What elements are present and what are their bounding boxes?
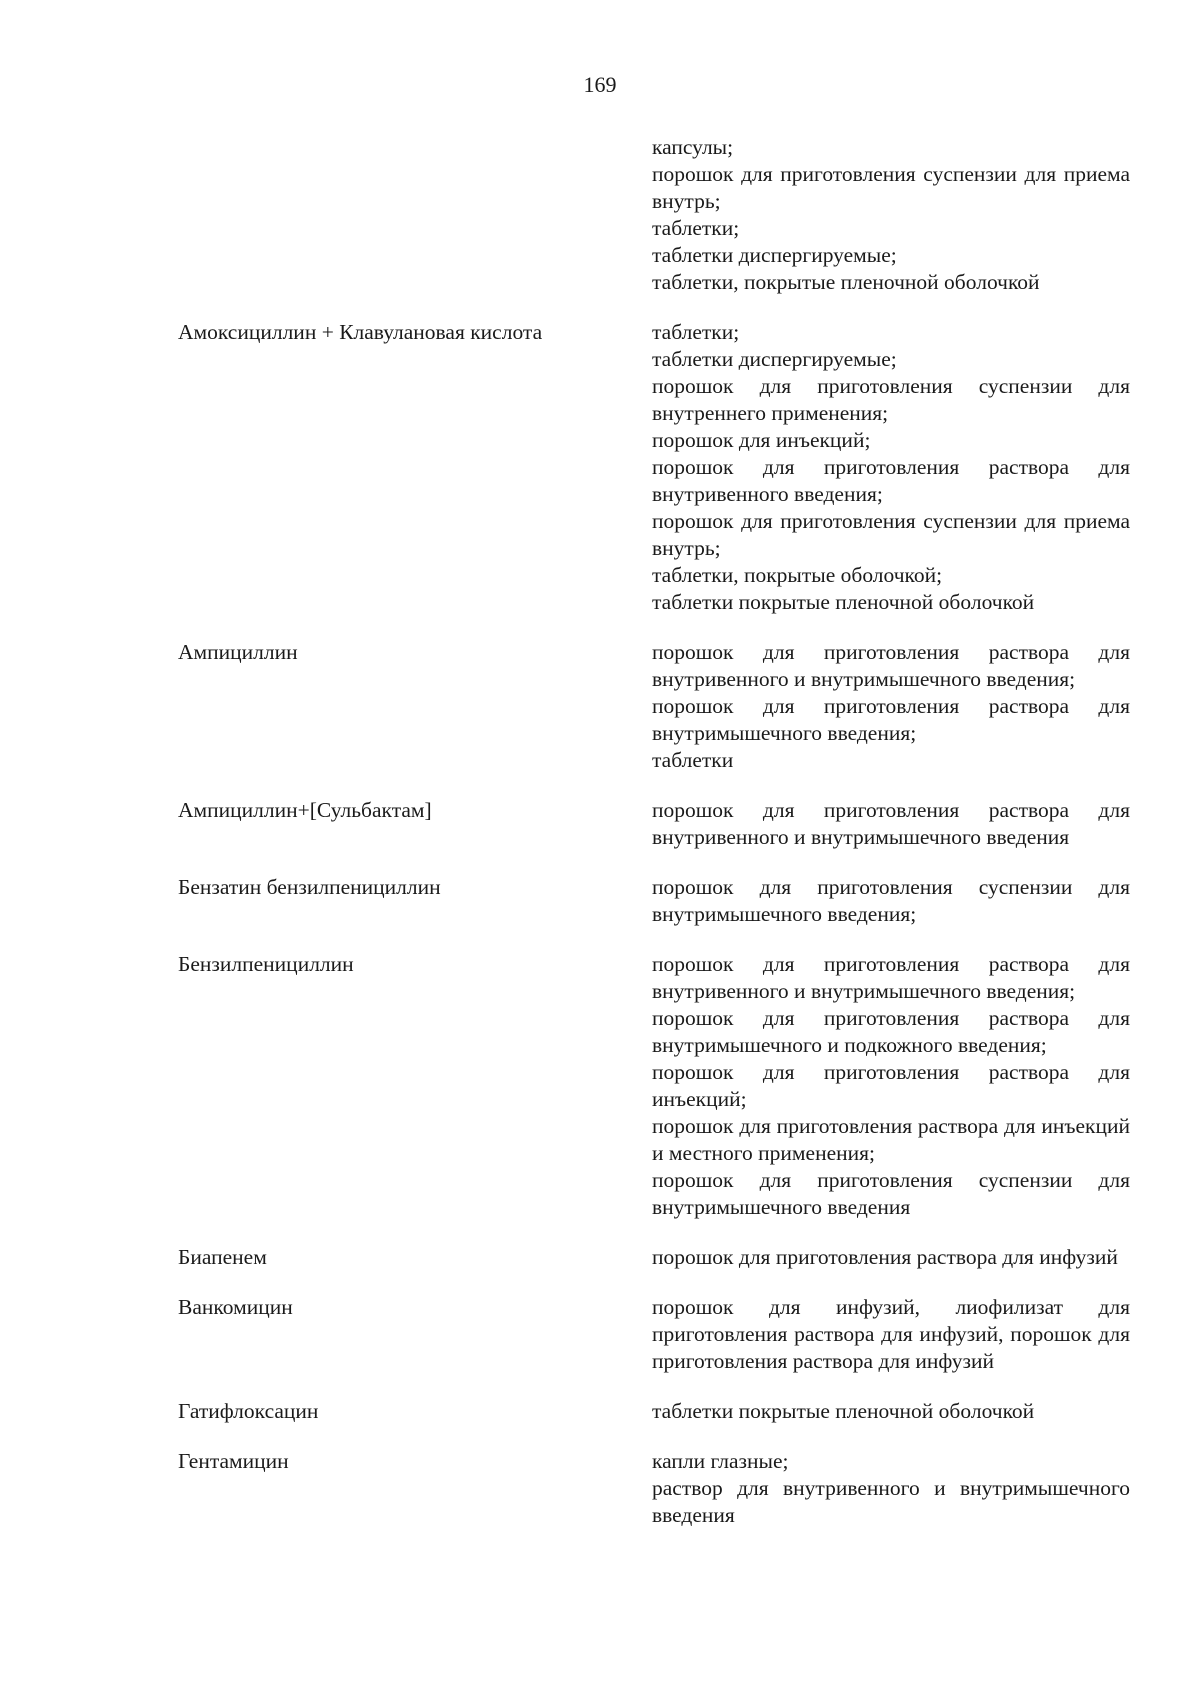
dosage-form: порошок для приготовления раствора для внутривенного введения;	[652, 455, 1130, 506]
dosage-forms	[652, 639, 1130, 774]
dosage-form: порошок для приготовления раствора для внутримышечного и подкожного введения;	[652, 1006, 1130, 1057]
dosage-form: порошок для приготовления суспензии для внутримышечного введения;	[652, 875, 1130, 926]
table-row	[178, 797, 1130, 851]
page-number: 169	[583, 72, 617, 97]
drug-name: Гатифлоксацин	[178, 1399, 319, 1423]
dosage-forms	[652, 797, 1130, 851]
dosage-form: таблетки диспергируемые;	[652, 243, 897, 267]
dosage-form: порошок для приготовления суспензии для внутреннего применения;	[652, 374, 1130, 425]
dosage-form: порошок для приготовления раствора для инъекций;	[652, 1060, 1130, 1111]
dosage-form: капли глазные;	[652, 1449, 789, 1473]
dosage-form: таблетки диспергируемые;	[652, 347, 897, 371]
dosage-form: таблетки;	[652, 216, 740, 240]
drug-name: Бензилпенициллин	[178, 952, 354, 976]
dosage-forms	[652, 1244, 1130, 1271]
table-row	[178, 874, 1130, 928]
dosage-form: порошок для приготовления суспензии для внутримышечного введения	[652, 1168, 1130, 1219]
dosage-form: порошок для приготовления раствора для внутривенного и внутримышечного введения	[652, 798, 1130, 849]
dosage-forms	[652, 951, 1130, 1221]
dosage-form: таблетки, покрытые пленочной оболочкой	[652, 270, 1040, 294]
dosage-forms	[652, 874, 1130, 928]
dosage-form: таблетки	[652, 748, 734, 772]
table-row	[178, 134, 1130, 296]
drug-name: Гентамицин	[178, 1449, 289, 1473]
dosage-form: таблетки, покрытые оболочкой;	[652, 563, 943, 587]
drug-table	[178, 134, 1130, 1529]
dosage-form: порошок для приготовления раствора для инфузий	[652, 1245, 1118, 1269]
dosage-forms	[652, 1294, 1130, 1375]
drug-name: Ванкомицин	[178, 1295, 293, 1319]
table-row	[178, 951, 1130, 1221]
dosage-form: порошок для приготовления раствора для инъекций и местного применения;	[652, 1114, 1130, 1165]
dosage-forms	[652, 1398, 1130, 1425]
dosage-form: порошок для инъекций;	[652, 428, 871, 452]
table-row	[178, 1294, 1130, 1375]
dosage-form: таблетки;	[652, 320, 740, 344]
table-row	[178, 639, 1130, 774]
table-row	[178, 319, 1130, 616]
dosage-form: капсулы;	[652, 135, 734, 159]
dosage-form: раствор для внутривенного и внутримышечного введения	[652, 1476, 1130, 1527]
dosage-form: порошок для приготовления суспензии для приема внутрь;	[652, 162, 1130, 213]
drug-name: Амоксициллин + Клавулановая кислота	[178, 320, 543, 344]
drug-name: Бензатин бензилпенициллин	[178, 875, 441, 899]
drug-name: Ампициллин	[178, 640, 298, 664]
table-row	[178, 1448, 1130, 1529]
table-row	[178, 1398, 1130, 1425]
dosage-form: таблетки покрытые пленочной оболочкой	[652, 590, 1035, 614]
table-row	[178, 1244, 1130, 1271]
drug-name: Ампициллин+[Сульбактам]	[178, 798, 432, 822]
drug-name: Биапенем	[178, 1245, 267, 1269]
dosage-forms	[652, 134, 1130, 296]
dosage-form: порошок для приготовления раствора для внутривенного и внутримышечного введения;	[652, 952, 1130, 1003]
dosage-form: порошок для приготовления раствора для внутримышечного введения;	[652, 694, 1130, 745]
dosage-form: порошок для приготовления суспензии для приема внутрь;	[652, 509, 1130, 560]
dosage-forms	[652, 319, 1130, 616]
dosage-form: таблетки покрытые пленочной оболочкой	[652, 1399, 1035, 1423]
dosage-form: порошок для инфузий, лиофилизат для приготовления раствора для инфузий, порошок для приготовления раствора для инфузий	[652, 1295, 1130, 1373]
dosage-forms	[652, 1448, 1130, 1529]
dosage-form: порошок для приготовления раствора для внутривенного и внутримышечного введения;	[652, 640, 1130, 691]
